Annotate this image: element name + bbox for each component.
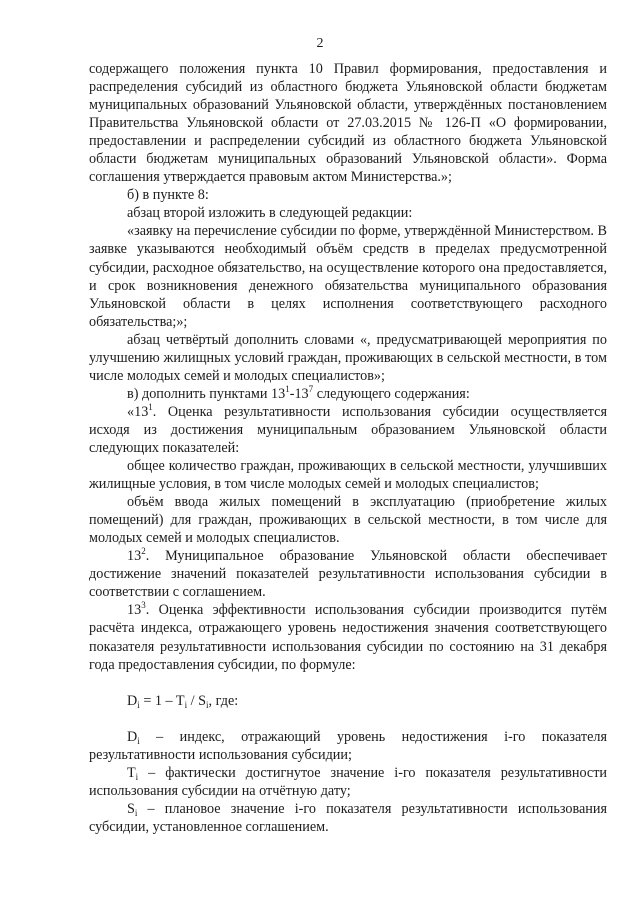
formula-part: / S xyxy=(187,692,207,709)
formula-part: = 1 – T xyxy=(139,692,185,709)
paragraph-13-3 xyxy=(89,601,607,673)
formula-end: , где: xyxy=(208,692,239,709)
subscript: i xyxy=(184,699,188,710)
superscript: 3 xyxy=(141,600,146,611)
paragraph-second-abzac: абзац второй изложить в следующей редакции: xyxy=(127,205,413,222)
paragraph-application-text: «заявку на перечисление субсидии по форме, утверждённой Министерством. В заявке указываются необходимый объём средств в пределах предусмотренной субсидии, расходное обязательство, на осуществление которого она предоставляется, и срок возникновения денежного обязательства муниципального образования Ульяновской области в целях исполнения соответствующего расходного обязательства;»; xyxy=(89,223,607,330)
text-run: 13 xyxy=(127,548,142,565)
page-number: 2 xyxy=(316,36,324,51)
definition-text: – плановое значение i-го показателя результативности использования субсидии, установленное соглашением. xyxy=(89,800,607,835)
text-run: «13 xyxy=(127,403,149,420)
text-run: . Оценка результативности использования субсидии осуществляется исходя из достижения муниципальным образованием Ульяновской области следующих показателей: xyxy=(89,403,607,456)
paragraph-indicator-2: объём ввода жилых помещений в эксплуатацию (приобретение жилых помещений) для граждан, проживающих в сельской местности, в том числе для молодых семей и молодых специалистов. xyxy=(89,494,607,547)
superscript: 2 xyxy=(141,546,146,557)
definition-text: – индекс, отражающий уровень недостижения i-го показателя результативности использования субсидии; xyxy=(89,728,607,763)
text-run: . Муниципальное образование Ульяновской области обеспечивает достижение значений показателей результативности использования субсидии в соответствии с соглашением. xyxy=(89,548,607,601)
symbol: S xyxy=(127,800,135,817)
formula xyxy=(89,692,607,710)
paragraph-indicator-1: общее количество граждан, проживающих в сельской местности, улучшивших жилищные условия, в том числе молодых семей и молодых специалистов; xyxy=(89,458,607,493)
definition-t xyxy=(89,764,607,800)
text-run: 13 xyxy=(127,602,142,619)
subscript: i xyxy=(134,807,138,818)
definition-d xyxy=(89,728,607,764)
text-run: следующего содержания: xyxy=(313,385,470,402)
formula-d: D xyxy=(127,692,138,709)
paragraph-fourth-abzac: абзац четвёртый дополнить словами «, предусматривающей мероприятия по улучшению жилищных условий граждан, проживающих в сельской местности, в том числе молодых семей и молодых специалистов»; xyxy=(89,331,607,384)
document-body xyxy=(89,60,607,836)
subscript: i xyxy=(135,771,139,782)
definition-s xyxy=(89,800,607,836)
paragraph-item-b: б) в пункте 8: xyxy=(127,187,209,204)
definition-text: – фактически достигнутое значение i-го показателя результативности использования субсидии на отчётную дату; xyxy=(89,764,607,799)
subscript: i xyxy=(137,699,140,710)
text-run: . Оценка эффективности использования субсидии производится путём расчёта индекса, отражающего уровень недостижения значения соответствующего показателя результативности использования субсидии по состоянию на 31 декабря года предоставления субсидии, по формуле: xyxy=(89,602,607,673)
text-run: в) дополнить пунктами 13 xyxy=(127,385,286,402)
paragraph-continuation: содержащего положения пункта 10 Правил формирования, предоставления и распределения субсидий из областного бюджета Ульяновской области бюджетам муниципальных образований Ульяновской области, утверждённых постановлением Правительства Ульяновской области от 27.03.2015 № 126-П «О формировании, предоставлении и распределении субсидий из областного бюджета Ульяновской области бюджетам муниципальных образований Ульяновской области». Форма соглашения утверждается правовым актом Министерства.»; xyxy=(89,61,607,186)
paragraph-13-1 xyxy=(89,403,607,457)
symbol: T xyxy=(127,764,136,781)
superscript: 1 xyxy=(148,401,153,412)
paragraph-13-2 xyxy=(89,547,607,601)
symbol: D xyxy=(127,728,138,745)
text-run: -13 xyxy=(289,385,309,402)
subscript: i xyxy=(137,735,140,746)
paragraph-item-c xyxy=(89,385,607,403)
superscript: 7 xyxy=(308,383,314,394)
subscript: i xyxy=(206,699,209,710)
superscript: 1 xyxy=(285,383,290,394)
